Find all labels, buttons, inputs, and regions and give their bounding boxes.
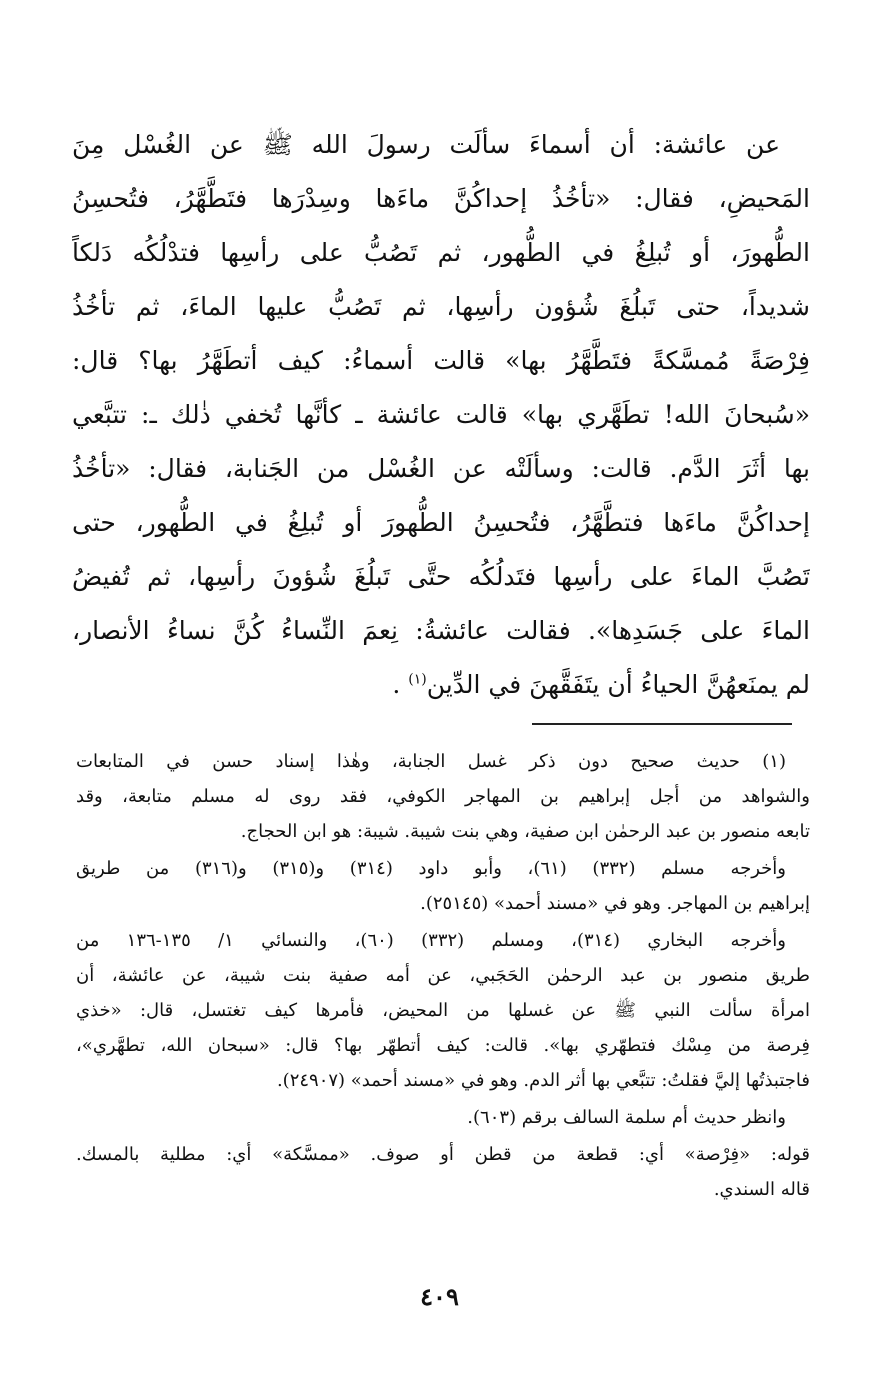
main-text-line: شديداً، حتى تَبلُغَ شُؤون رأسِها، ثم تَصُبُّ عليها الماءَ، ثم تأخُذُ [72,292,810,321]
main-text-line: المَحيضِ، فقال: «تأخُذُ إحداكُنَّ ماءَها وسِدْرَها فتَطَّهَّرُ، فتُحسِنُ [72,184,810,213]
footnote-line: فاجتبذتُها إليَّ فقلتُ: تتبَّعي بها أثر الدم. وهو في «مسند أحمد» (٢٤٩٠٧). [276,1070,810,1091]
end-punctuation: . [392,670,401,699]
footnotes [76,744,810,1207]
main-text [72,118,810,712]
footnote-line: وأخرجه البخاري (٣١٤)، ومسلم (٣٣٢) (٦٠)، والنسائي ١/ ١٣٥-١٣٦ من [76,930,786,951]
footnote-line: فِرصة من مِسْك فتطهّري بها». قالت: كيف أتطهّر بها؟ قال: «سبحان الله، تطهَّري»، [76,1035,810,1056]
footnote-line: قوله: «فِرْصة» أي: قطعة من قطن أو صوف. «ممسَّكة» أي: مطلية بالمسك. [76,1144,810,1165]
page-number: ٤٠٩ [420,1282,459,1311]
footnote-marker: (١) [408,671,427,688]
main-text-line: عن عائشة: أن أسماءَ سألَت رسولَ الله ﷺ عن الغُسْل مِنَ [72,130,780,159]
footnote-line: والشواهد من أجل إبراهيم بن المهاجر الكوفي، فقد روى له مسلم متابعة، وقد [76,786,810,807]
footnote-line: طريق منصور بن عبد الرحمٰن الحَجَبي، عن أمه صفية بنت شيبة، عن عائشة، أن [76,965,810,986]
footnote-paragraph [76,851,810,921]
main-text-line: بها أثَرَ الدَّم. قالت: وسألَتْه عن الغُسْل من الجَنابة، فقال: «تأخُذُ [72,454,810,483]
main-text-line: الماءَ على جَسَدِها». فقالت عائشةُ: نِعمَ النِّساءُ كُنَّ نساءُ الأنصار، [72,616,810,645]
footnote-paragraph [76,744,810,849]
main-text-line: فِرْصَةً مُمسَّكةً فتَطَّهَّرُ بها» قالت أسماءُ: كيف أتطَهَّرُ بها؟ قال: [72,346,810,375]
footnote-line: إبراهيم بن المهاجر. وهو في «مسند أحمد» (٢٥١٤٥). [420,893,810,914]
footnote-line: (١) حديث صحيح دون ذكر غسل الجنابة، وهٰذا إسناد حسن في المتابعات [76,751,786,772]
footnote-line: امرأة سألت النبي ﷺ عن غسلها من المحيض، فأمرها كيف تغتسل، قال: «خذي [76,1000,810,1021]
footnote-divider [532,723,792,725]
footnote-paragraph [76,923,810,1098]
main-text-last-line [72,658,810,712]
main-text-line: إحداكُنَّ ماءَها فتطَّهَّرُ، فتُحسِنُ الطُّهورَ أو تُبلِغُ في الطُّهور، حتى [72,508,810,537]
footnote-line: قاله السندي. [713,1179,810,1200]
main-text-line: «سُبحانَ الله! تطَهَّري بها» قالت عائشة ـ كأنَّها تُخفي ذٰلك ـ: تتبَّعي [72,400,810,429]
main-text-line: لم يمنَعهُنَّ الحياءُ أن يتَفَقَّهنَ في الدِّين [426,670,810,699]
footnote-line: وأخرجه مسلم (٣٣٢) (٦١)، وأبو داود (٣١٤) و(٣١٥) و(٣١٦) من طريق [76,858,786,879]
main-text-line: الطُّهورَ، أو تُبلِغُ في الطُّهور، ثم تَصُبُّ على رأسِها فتدْلُكُه دَلكاً [72,238,810,267]
footnote-paragraph [76,1100,810,1135]
footnote-line: تابعه منصور بن عبد الرحمٰن ابن صفية، وهي بنت شيبة. شيبة: هو ابن الحجاج. [240,821,810,842]
main-text-line: تَصُبَّ الماءَ على رأسِها فتَدلُكُه حتَّى تَبلُغَ شُؤونَ رأسِها، ثم تُفيضُ [72,562,810,591]
footnote-paragraph [76,1137,810,1207]
footnote-line: وانظر حديث أم سلمة السالف برقم (٦٠٣). [467,1107,786,1128]
